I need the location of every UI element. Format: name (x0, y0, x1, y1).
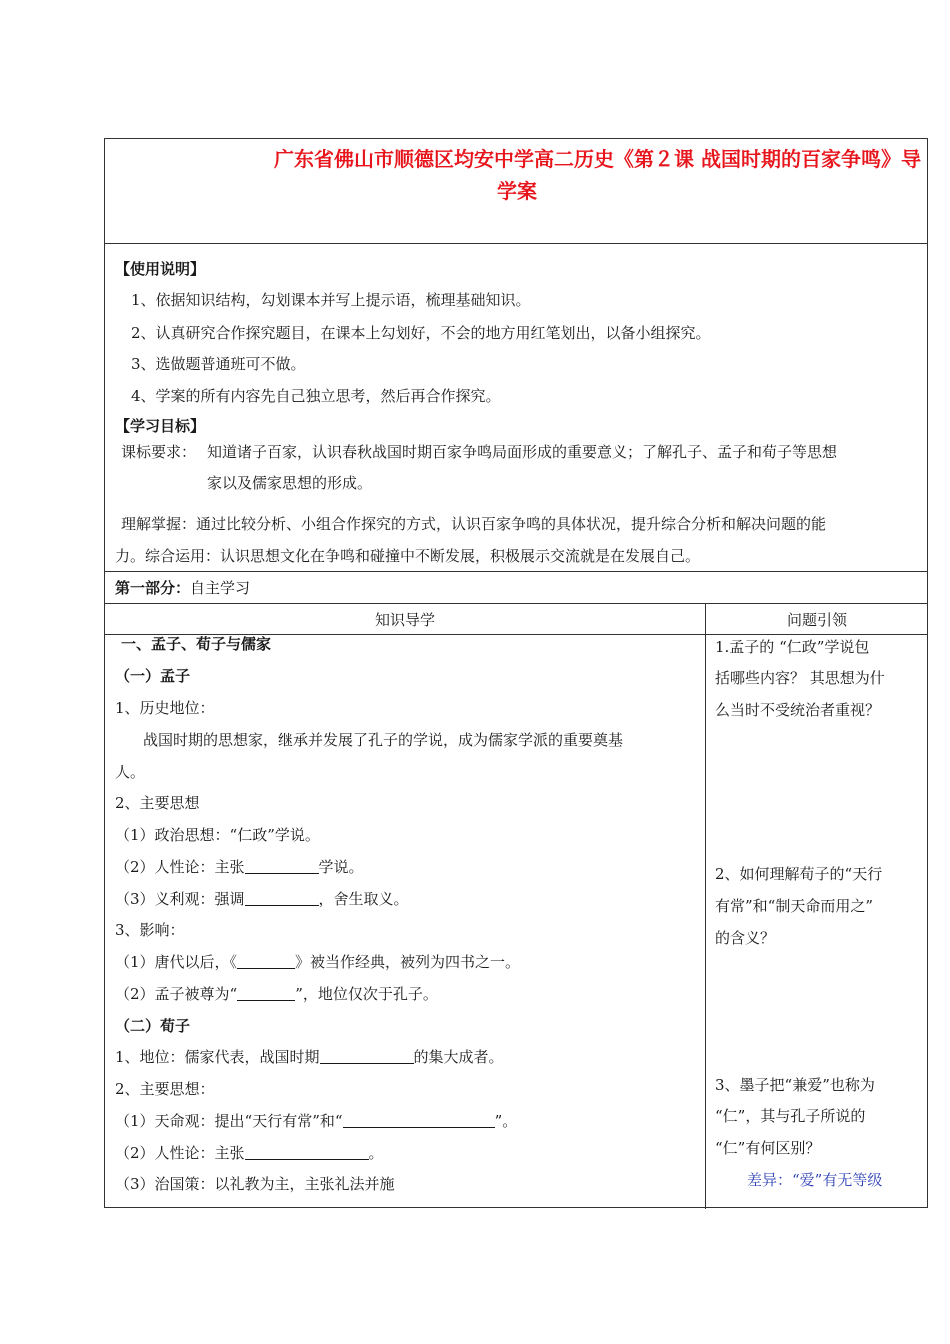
page-title-line2: 学案 (497, 179, 537, 203)
divider (105, 243, 927, 244)
question-2: 的含义？ (715, 929, 776, 947)
usage-item: 3、选做题普通班可不做。 (131, 355, 306, 373)
page-title-line1: 广东省佛山市顺德区均安中学高二历史《第２课 战国时期的百家争鸣》导 (274, 147, 921, 171)
usage-heading: 【使用说明】 (115, 260, 206, 278)
column-divider (705, 603, 706, 1209)
part1-heading (115, 577, 250, 599)
subsection-heading: （二）荀子 (115, 1017, 191, 1035)
guide-item: （1）政治思想：“仁政”学说。 (115, 826, 320, 844)
guide-text: 人。 (115, 763, 146, 781)
question-1: 括哪些内容？ 其思想为什 (715, 669, 885, 687)
section-heading: 一、孟子、荀子与儒家 (121, 635, 272, 653)
question-2: 2、如何理解荀子的“天行 (715, 865, 883, 883)
part1-label: 第一部分： (115, 579, 191, 597)
answer-blank[interactable] (237, 984, 295, 1001)
divider (105, 603, 927, 604)
guide-item: 1、历史地位： (115, 699, 215, 717)
guide-item: 3、影响： (115, 921, 185, 939)
guide-item-fill: （1）天命观：提出“天行有常”和“ ”。 (115, 1112, 518, 1130)
answer-blank[interactable] (320, 1047, 414, 1064)
guide-item: 2、主要思想 (115, 794, 200, 812)
usage-item: 2、认真研究合作探究题目，在课本上勾划好，不会的地方用红笔划出，以备小组探究。 (131, 324, 711, 342)
answer-blank[interactable] (343, 1111, 495, 1128)
goals-mastery-text: 理解掌握：通过比较分析、小组合作探究的方式，认识百家争鸣的具体状况，提升综合分析和解决问题的能 (121, 515, 827, 533)
guide-item: 2、主要思想： (115, 1080, 215, 1098)
guide-text: 战国时期的思想家，继承并发展了孔子的学说，成为儒家学派的重要奠基 (143, 731, 624, 749)
answer-blank[interactable] (237, 952, 295, 969)
guide-item-fill: （1）唐代以后，《 》被当作经典，被列为四书之一。 (115, 953, 521, 971)
question-3: 3、墨子把“兼爱”也称为 (715, 1076, 875, 1094)
column-header-guide: 知识导学 (374, 611, 435, 629)
answer-note: 差异：“爱”有无等级 (747, 1171, 883, 1189)
question-1: 1.孟子的 “仁政”学说包 (715, 638, 870, 656)
usage-item: 4、学案的所有内容先自己独立思考，然后再合作探究。 (131, 387, 501, 405)
guide-item-fill: （2）人性论：主张 学说。 (115, 858, 364, 876)
part1-text: 自主学习 (190, 579, 251, 597)
answer-blank[interactable] (245, 857, 319, 874)
goals-heading: 【学习目标】 (115, 417, 206, 435)
column-header-questions: 问题引领 (786, 611, 847, 629)
answer-blank[interactable] (245, 889, 319, 906)
guide-item-fill: （2）人性论：主张 。 (115, 1144, 384, 1162)
guide-item: （3）治国策：以礼教为主，主张礼法并施 (115, 1175, 395, 1193)
guide-item-fill: （2）孟子被尊为“ ”，地位仅次于孔子。 (115, 985, 438, 1003)
guide-item-fill: （3）义利观：强调 ，舍生取义。 (115, 890, 409, 908)
goals-standard-text: 知道诸子百家，认识春秋战国时期百家争鸣局面形成的重要意义；了解孔子、孟子和荀子等思想 (207, 443, 838, 461)
lesson-plan-table (104, 138, 928, 1208)
question-2: 有常”和“制天命而用之” (715, 897, 874, 915)
goals-standard-text: 家以及儒家思想的形成。 (207, 474, 373, 492)
usage-item: 1、依据知识结构，勾划课本并写上提示语，梳理基础知识。 (131, 291, 531, 309)
question-3: “仁”有何区别？ (715, 1139, 821, 1157)
answer-blank[interactable] (245, 1143, 369, 1160)
goals-standard-label: 课标要求： (121, 443, 197, 461)
subsection-heading: （一）孟子 (115, 667, 191, 685)
divider (105, 571, 927, 572)
goals-mastery-text: 力。综合运用：认识思想文化在争鸣和碰撞中不断发展，积极展示交流就是在发展自己。 (115, 547, 701, 565)
question-1: 么当时不受统治者重视？ (715, 701, 881, 719)
question-3: “仁”，其与孔子所说的 (715, 1107, 866, 1125)
guide-item-fill: 1、地位：儒家代表，战国时期 的集大成者。 (115, 1048, 504, 1066)
